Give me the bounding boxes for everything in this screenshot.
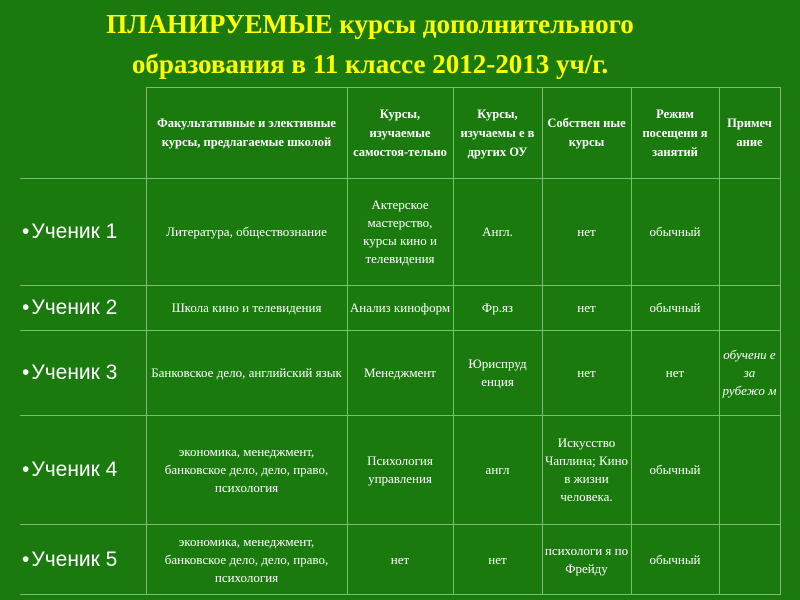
cell-other-schools: Фр.яз — [453, 286, 542, 331]
cell-school-courses: Школа кино и телевидения — [146, 286, 347, 331]
title-line-2: образования в 11 классе 2012-2013 уч/г. — [131, 49, 609, 79]
cell-attendance-mode: обычный — [631, 286, 719, 331]
cell-note — [719, 286, 780, 331]
header-school-courses: Факультативные и элективные курсы, предлагаемые школой — [146, 88, 347, 179]
table-row — [20, 416, 780, 525]
table-row — [20, 179, 780, 286]
cell-self-study: Анализ киноформ — [347, 286, 453, 331]
header-corner — [20, 88, 146, 179]
cell-note — [719, 179, 780, 286]
cell-own-courses: психологи я по Фрейду — [542, 525, 631, 595]
cell-attendance-mode: обычный — [631, 525, 719, 595]
cell-attendance-mode: обычный — [631, 416, 719, 525]
header-note: Примеч ание — [719, 88, 780, 179]
cell-attendance-mode: обычный — [631, 179, 719, 286]
table-header-row — [20, 88, 780, 179]
row-label — [20, 416, 146, 525]
table-row — [20, 331, 780, 416]
page-title — [0, 4, 800, 84]
cell-own-courses: Искусство Чаплина; Кино в жизни человека. — [542, 416, 631, 525]
student-name: Ученик 3 — [31, 361, 118, 384]
cell-self-study: Менеджмент — [347, 331, 453, 416]
bullet: • — [22, 296, 30, 319]
cell-note — [719, 525, 780, 595]
cell-school-courses: экономика, менеджмент, банковское дело, дело, право, психология — [146, 525, 347, 595]
header-own-courses: Собствен ные курсы — [542, 88, 631, 179]
cell-self-study: Актерское мастерство, курсы кино и телевидения — [347, 179, 453, 286]
cell-note: обучени е за рубежо м — [719, 331, 780, 416]
cell-self-study: Психология управления — [347, 416, 453, 525]
row-label — [20, 286, 146, 331]
row-label — [20, 331, 146, 416]
courses-table — [20, 87, 781, 595]
table-row — [20, 525, 780, 595]
cell-other-schools: англ — [453, 416, 542, 525]
cell-school-courses: Банковское дело, английский язык — [146, 331, 347, 416]
header-self-study: Курсы, изучаемые самостоя-тельно — [347, 88, 453, 179]
cell-other-schools: Англ. — [453, 179, 542, 286]
bullet: • — [22, 220, 30, 243]
cell-own-courses: нет — [542, 179, 631, 286]
cell-other-schools: Юриспруд енция — [453, 331, 542, 416]
cell-school-courses: Литература, обществознание — [146, 179, 347, 286]
bullet: • — [22, 547, 30, 571]
header-other-schools: Курсы, изучаемы е в других ОУ — [453, 88, 542, 179]
bullet: • — [22, 458, 30, 481]
cell-school-courses: экономика, менеджмент, банковское дело, дело, право, психология — [146, 416, 347, 525]
student-name: Ученик 2 — [31, 296, 118, 319]
cell-own-courses: нет — [542, 331, 631, 416]
table-row — [20, 286, 780, 331]
header-attendance-mode: Режим посещени я занятий — [631, 88, 719, 179]
row-label — [20, 179, 146, 286]
cell-attendance-mode: нет — [631, 331, 719, 416]
cell-other-schools: нет — [453, 525, 542, 595]
student-name: Ученик 4 — [31, 458, 118, 481]
cell-note — [719, 416, 780, 525]
title-line-1: ПЛАНИРУЕМЫЕ курсы дополнительного — [106, 9, 634, 39]
student-name: Ученик 1 — [31, 220, 118, 243]
cell-own-courses: нет — [542, 286, 631, 331]
student-name: Ученик 5 — [31, 547, 118, 571]
row-label — [20, 525, 146, 595]
cell-self-study: нет — [347, 525, 453, 595]
bullet: • — [22, 361, 30, 384]
